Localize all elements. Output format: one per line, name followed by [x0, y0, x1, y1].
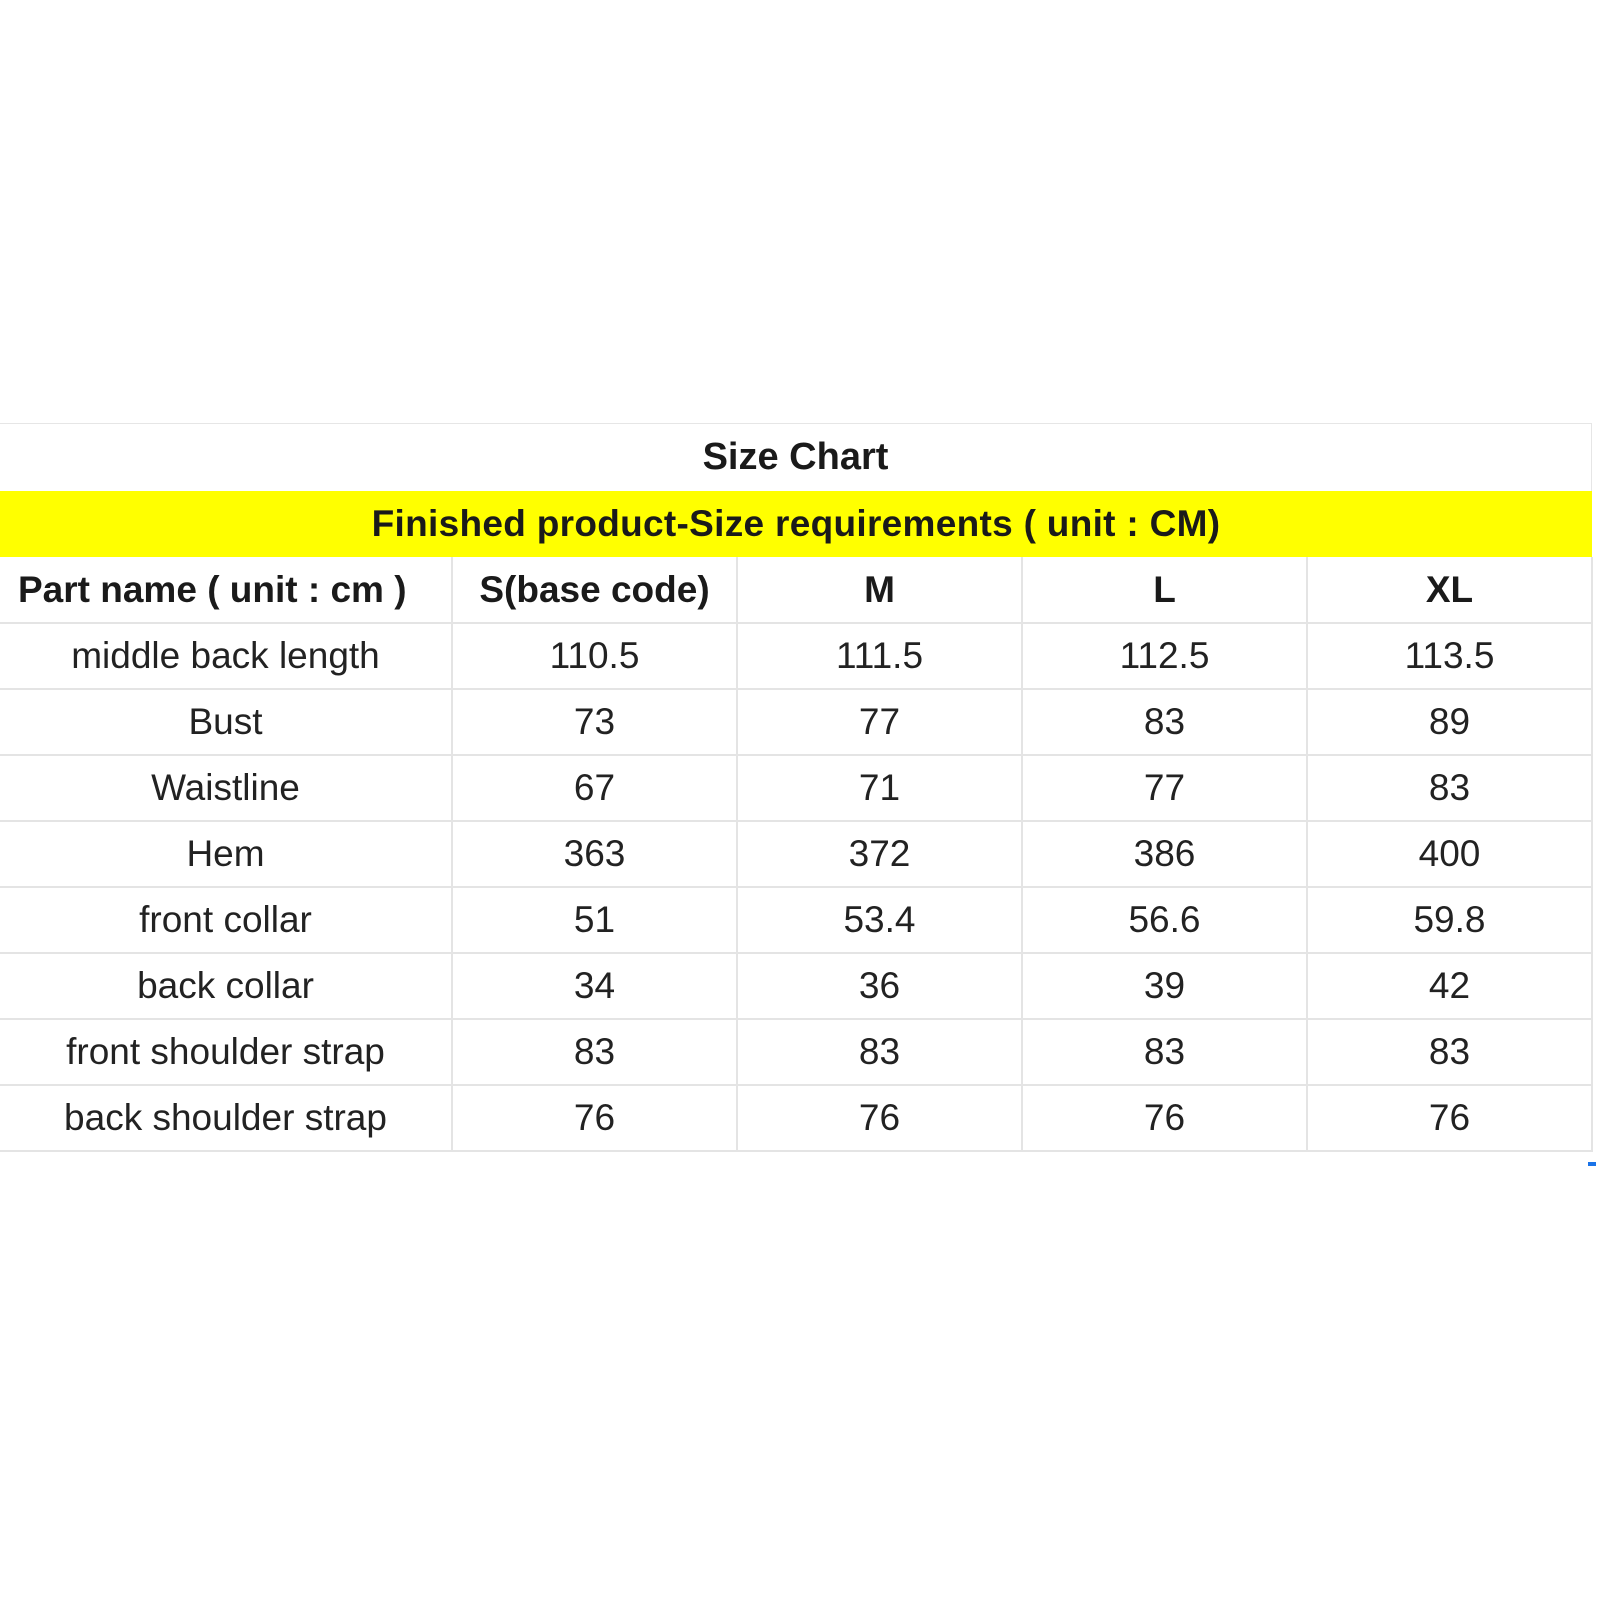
- size-s-cell[interactable]: 110.5: [452, 623, 737, 689]
- size-xl-cell[interactable]: 76: [1307, 1085, 1592, 1151]
- size-l-cell[interactable]: 56.6: [1022, 887, 1307, 953]
- size-chart-sheet: [0, 423, 1592, 1152]
- size-s-cell[interactable]: 83: [452, 1019, 737, 1085]
- table-row: [0, 887, 1592, 953]
- size-m-cell[interactable]: 71: [737, 755, 1022, 821]
- size-xl-cell[interactable]: 59.8: [1307, 887, 1592, 953]
- size-requirements-banner: Finished product-Size requirements ( unit : CM): [0, 491, 1592, 557]
- size-m-cell[interactable]: 77: [737, 689, 1022, 755]
- table-row: [0, 689, 1592, 755]
- size-xl-cell[interactable]: 400: [1307, 821, 1592, 887]
- table-row: [0, 623, 1592, 689]
- size-m-cell[interactable]: 111.5: [737, 623, 1022, 689]
- size-s-cell[interactable]: 363: [452, 821, 737, 887]
- size-l-cell[interactable]: 83: [1022, 1019, 1307, 1085]
- size-xl-cell[interactable]: 83: [1307, 755, 1592, 821]
- size-xl-cell[interactable]: 83: [1307, 1019, 1592, 1085]
- size-table: [0, 557, 1593, 1152]
- size-m-cell[interactable]: 36: [737, 953, 1022, 1019]
- table-row: [0, 1085, 1592, 1151]
- header-size-xl[interactable]: XL: [1307, 557, 1592, 623]
- selection-fill-handle[interactable]: [1588, 1162, 1596, 1166]
- header-part-name[interactable]: Part name ( unit : cm ): [0, 557, 452, 623]
- size-xl-cell[interactable]: 42: [1307, 953, 1592, 1019]
- header-size-m[interactable]: M: [737, 557, 1022, 623]
- header-row: [0, 557, 1592, 623]
- size-l-cell[interactable]: 76: [1022, 1085, 1307, 1151]
- size-m-cell[interactable]: 53.4: [737, 887, 1022, 953]
- size-m-cell[interactable]: 83: [737, 1019, 1022, 1085]
- size-chart-title: Size Chart: [0, 423, 1592, 491]
- size-s-cell[interactable]: 76: [452, 1085, 737, 1151]
- size-l-cell[interactable]: 77: [1022, 755, 1307, 821]
- size-s-cell[interactable]: 34: [452, 953, 737, 1019]
- size-xl-cell[interactable]: 113.5: [1307, 623, 1592, 689]
- table-row: [0, 821, 1592, 887]
- part-name-cell[interactable]: Bust: [0, 689, 452, 755]
- size-s-cell[interactable]: 51: [452, 887, 737, 953]
- table-row: [0, 953, 1592, 1019]
- header-size-l[interactable]: L: [1022, 557, 1307, 623]
- part-name-cell[interactable]: back shoulder strap: [0, 1085, 452, 1151]
- table-row: [0, 755, 1592, 821]
- header-size-s[interactable]: S(base code): [452, 557, 737, 623]
- part-name-cell[interactable]: front collar: [0, 887, 452, 953]
- size-l-cell[interactable]: 39: [1022, 953, 1307, 1019]
- part-name-cell[interactable]: back collar: [0, 953, 452, 1019]
- table-row: [0, 1019, 1592, 1085]
- part-name-cell[interactable]: middle back length: [0, 623, 452, 689]
- part-name-cell[interactable]: Hem: [0, 821, 452, 887]
- size-s-cell[interactable]: 73: [452, 689, 737, 755]
- size-m-cell[interactable]: 76: [737, 1085, 1022, 1151]
- part-name-cell[interactable]: Waistline: [0, 755, 452, 821]
- size-l-cell[interactable]: 386: [1022, 821, 1307, 887]
- size-m-cell[interactable]: 372: [737, 821, 1022, 887]
- size-s-cell[interactable]: 67: [452, 755, 737, 821]
- size-l-cell[interactable]: 83: [1022, 689, 1307, 755]
- size-xl-cell[interactable]: 89: [1307, 689, 1592, 755]
- part-name-cell[interactable]: front shoulder strap: [0, 1019, 452, 1085]
- size-l-cell[interactable]: 112.5: [1022, 623, 1307, 689]
